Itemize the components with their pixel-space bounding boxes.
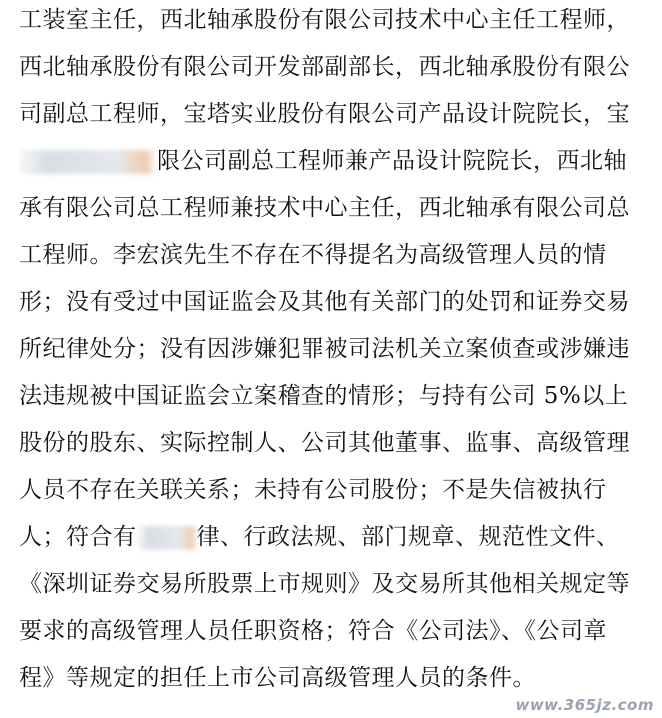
line-text: 股份的股东、实际控制人、公司其他董事、监事、高级管理	[19, 430, 630, 456]
text-line-2	[19, 47, 649, 87]
line-text: 要求的高级管理人员任职资格；符合《公司法》、《公司章	[19, 618, 607, 644]
line-text: 法违规被中国证监会立案稽查的情形；与持有公司 5%以上	[19, 383, 629, 409]
line-text: 司副总工程师，宝塔实业股份有限公司产品设计院院长，宝	[19, 101, 630, 127]
text-line-7	[19, 282, 649, 322]
line-text: 工程师。李宏滨先生不存在不得提名为高级管理人员的情	[19, 242, 607, 268]
redaction-blur	[137, 526, 197, 550]
text-line-4	[19, 141, 649, 181]
line-text: 形；没有受过中国证监会及其他有关部门的处罚和证券交易	[19, 289, 630, 315]
watermark-logo: www.365jz.com	[515, 696, 654, 714]
line-text: 人；符合有	[19, 524, 137, 550]
line-text: 《深圳证券交易所股票上市规则》及交易所其他相关规定等	[19, 571, 630, 597]
line-text: 承有限公司总工程师兼技术中心主任，西北轴承有限公司总	[19, 195, 630, 221]
text-line-14	[19, 611, 649, 651]
text-line-9	[19, 376, 649, 416]
line-text: 工装室主任，西北轴承股份有限公司技术中心主任工程师，	[19, 7, 630, 33]
line-text: 限公司副总工程师兼产品设计院院长，西北轴	[157, 148, 627, 174]
text-line-13	[19, 564, 649, 604]
line-text: 程》等规定的担任上市公司高级管理人员的条件。	[19, 665, 536, 691]
text-line-15	[19, 658, 649, 698]
line-text: 所纪律处分；没有因涉嫌犯罪被司法机关立案侦查或涉嫌违	[19, 336, 630, 362]
text-line-12	[19, 517, 649, 557]
text-line-5	[19, 188, 649, 228]
text-line-10	[19, 423, 649, 463]
text-line-1	[19, 0, 649, 40]
text-line-8	[19, 329, 649, 369]
redaction-blur	[19, 150, 157, 174]
line-text: 律、行政法规、部门规章、规范性文件、	[196, 524, 620, 550]
line-text: 西北轴承股份有限公司开发部副部长，西北轴承股份有限公	[19, 54, 630, 80]
text-line-11	[19, 470, 649, 510]
text-line-6	[19, 235, 649, 275]
line-text: 人员不存在关联关系；未持有公司股份；不是失信被执行	[19, 477, 607, 503]
text-line-3	[19, 94, 649, 134]
